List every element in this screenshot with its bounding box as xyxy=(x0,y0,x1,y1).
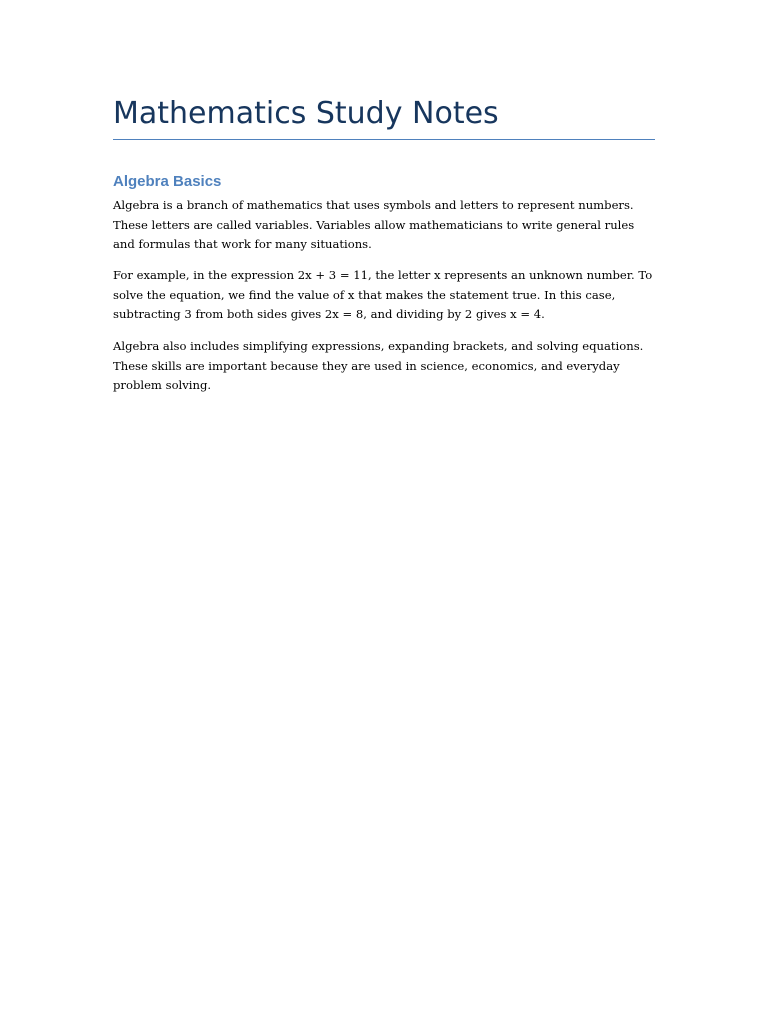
section-heading-algebra-basics: Algebra Basics xyxy=(113,173,222,190)
paragraph-algebra-definition: Algebra is a branch of mathematics that uses symbols and letters to represent numbers. These letters are called variables. Variables allow mathematicians to write general rules and formulas that work for many situations. xyxy=(113,198,635,252)
title-underline-rule xyxy=(113,139,655,140)
document-title: Mathematics Study Notes xyxy=(113,96,499,131)
paragraph-equation-example: For example, in the expression 2x + 3 = 11, the letter x represents an unknown number. To solve the equation, we find the value of x that makes the statement true. In this case, subtracting 3 from both sides gives 2x = 8, and dividing by 2 gives x = 4. xyxy=(113,268,653,322)
paragraph-algebra-skills: Algebra also includes simplifying expressions, expanding brackets, and solving equations. These skills are important because they are used in science, economics, and everyday problem solving. xyxy=(113,339,644,393)
